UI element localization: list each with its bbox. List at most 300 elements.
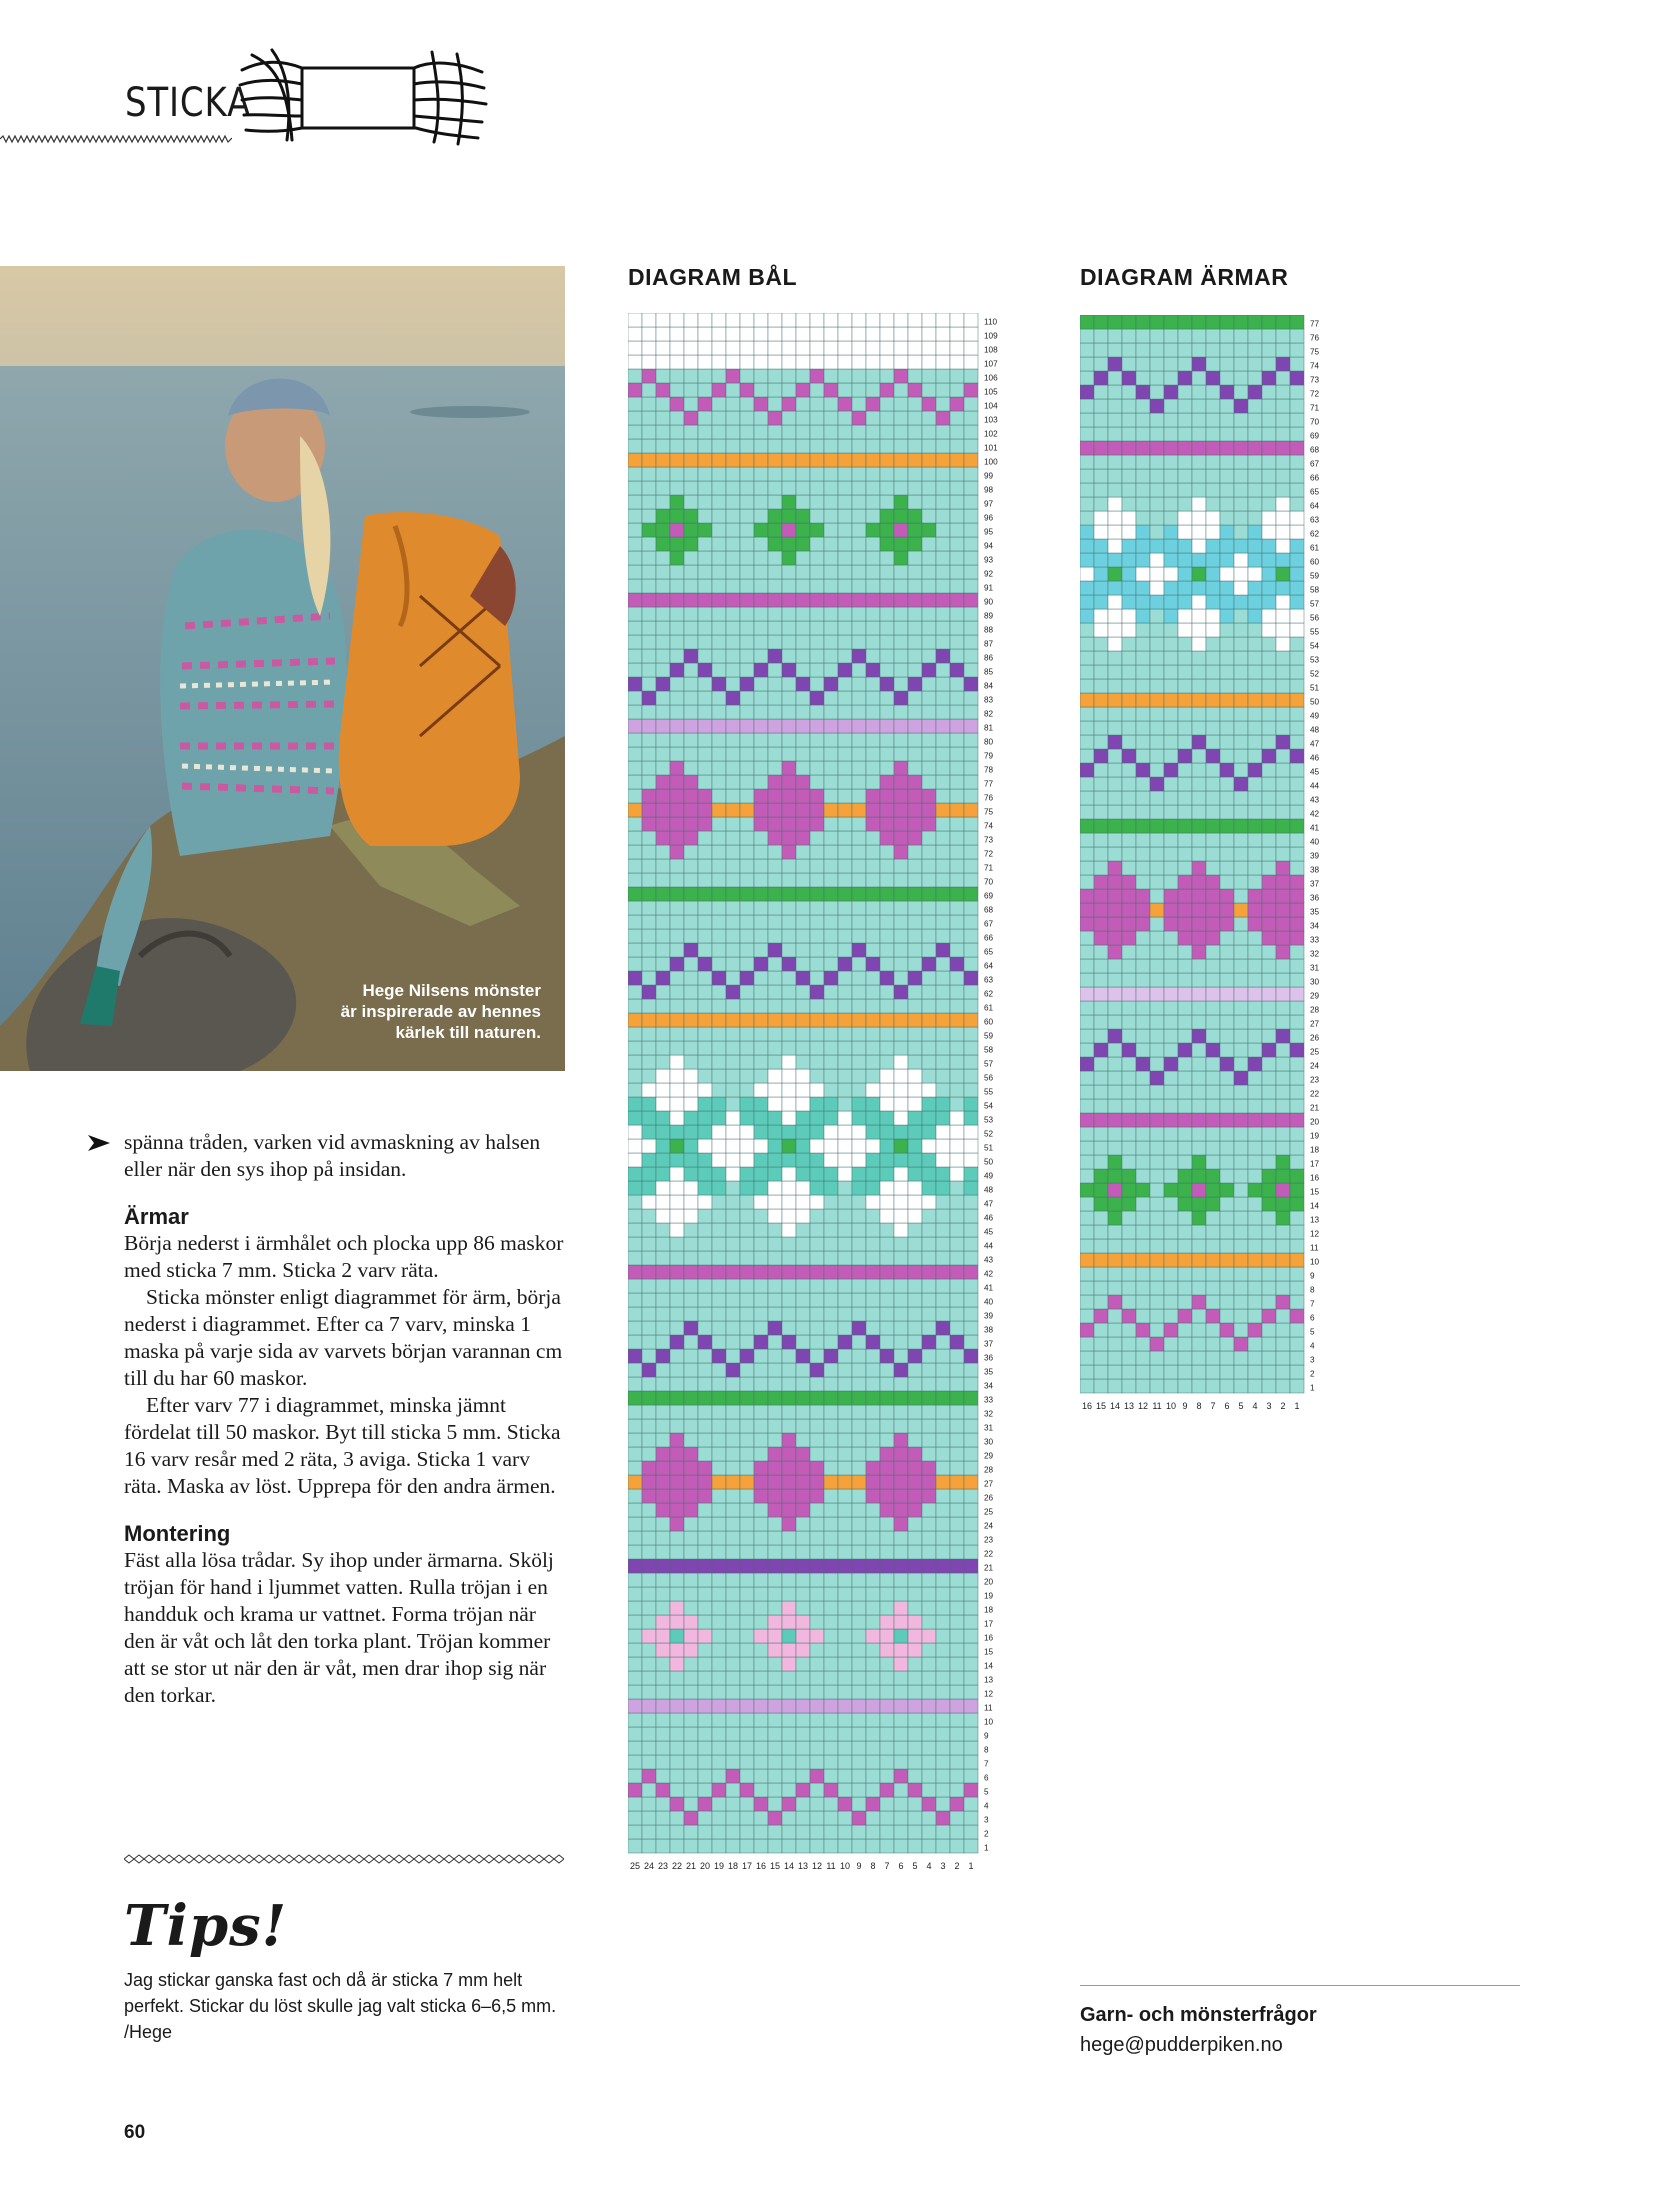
chart-cell <box>782 691 796 705</box>
chart-cell <box>1276 427 1290 441</box>
chart-cell <box>698 1489 712 1503</box>
chart-cell <box>866 831 880 845</box>
chart-cell <box>656 957 670 971</box>
chart-cell <box>866 1783 880 1797</box>
chart-cell <box>712 1489 726 1503</box>
chart-cell <box>796 1027 810 1041</box>
chart-cell <box>950 1167 964 1181</box>
chart-cell <box>852 957 866 971</box>
chart-cell <box>642 887 656 901</box>
chart-cell <box>768 1251 782 1265</box>
chart-cell <box>894 341 908 355</box>
chart-cell <box>1150 1141 1164 1155</box>
chart-cell <box>964 831 978 845</box>
chart-cell <box>1248 1323 1262 1337</box>
chart-cell <box>964 1349 978 1363</box>
chart-cell <box>656 817 670 831</box>
chart-cell <box>726 1685 740 1699</box>
chart-cell <box>908 467 922 481</box>
chart-cell <box>964 1293 978 1307</box>
chart-cell <box>642 1139 656 1153</box>
chart-cell <box>628 1489 642 1503</box>
row-number: 60 <box>984 1017 994 1027</box>
chart-cell <box>810 705 824 719</box>
chart-cell <box>922 1797 936 1811</box>
chart-cell <box>1108 1071 1122 1085</box>
chart-cell <box>1206 315 1220 329</box>
chart-cell <box>1234 903 1248 917</box>
chart-cell <box>1262 1351 1276 1365</box>
chart-cell <box>1178 917 1192 931</box>
chart-cell <box>1164 469 1178 483</box>
chart-cell <box>908 1769 922 1783</box>
chart-cell <box>1178 1337 1192 1351</box>
chart-cell <box>852 1839 866 1853</box>
chart-cell <box>908 1111 922 1125</box>
chart-cell <box>726 1307 740 1321</box>
chart-cell <box>684 929 698 943</box>
chart-cell <box>838 761 852 775</box>
chart-cell <box>1234 1337 1248 1351</box>
chart-cell <box>964 789 978 803</box>
chart-cell <box>852 1419 866 1433</box>
chart-cell <box>1150 1127 1164 1141</box>
chart-cell <box>1122 539 1136 553</box>
chart-cell <box>1234 1239 1248 1253</box>
chart-cell <box>1094 1225 1108 1239</box>
chart-cell <box>1234 889 1248 903</box>
chart-cell <box>908 1615 922 1629</box>
chart-cell <box>670 789 684 803</box>
chart-cell <box>712 831 726 845</box>
chart-cell <box>866 719 880 733</box>
chart-cell <box>852 635 866 649</box>
chart-cell <box>796 551 810 565</box>
chart-cell <box>1108 693 1122 707</box>
chart-cell <box>642 1811 656 1825</box>
chart-cell <box>1150 1225 1164 1239</box>
chart-cell <box>740 523 754 537</box>
chart-cell <box>684 663 698 677</box>
chart-cell <box>768 1013 782 1027</box>
chart-cell <box>894 579 908 593</box>
chart-cell <box>796 929 810 943</box>
chart-cell <box>740 1237 754 1251</box>
chart-cell <box>950 1433 964 1447</box>
chart-cell <box>1178 973 1192 987</box>
chart-cell <box>1108 1379 1122 1393</box>
chart-cell <box>1122 833 1136 847</box>
chart-cell <box>936 1727 950 1741</box>
chart-cell <box>880 1615 894 1629</box>
chart-cell <box>1276 623 1290 637</box>
chart-cell <box>684 607 698 621</box>
chart-cell <box>712 1265 726 1279</box>
chart-cell <box>768 439 782 453</box>
chart-cell <box>964 971 978 985</box>
chart-cell <box>1094 959 1108 973</box>
chart-cell <box>852 1237 866 1251</box>
chart-cell <box>628 1335 642 1349</box>
chart-cell <box>810 1811 824 1825</box>
chart-cell <box>866 509 880 523</box>
chart-cell <box>642 1587 656 1601</box>
chart-cell <box>740 1027 754 1041</box>
chart-cell <box>754 901 768 915</box>
chart-cell <box>936 929 950 943</box>
chart-cell <box>712 1083 726 1097</box>
chart-cell <box>964 1517 978 1531</box>
chart-cell <box>964 1657 978 1671</box>
chart-cell <box>684 1293 698 1307</box>
chart-cell <box>1262 861 1276 875</box>
chart-cell <box>894 1517 908 1531</box>
chart-cell <box>698 1307 712 1321</box>
chart-cell <box>936 873 950 887</box>
chart-cell <box>1150 1281 1164 1295</box>
chart-cell <box>838 999 852 1013</box>
chart-cell <box>1164 413 1178 427</box>
chart-cell <box>782 1769 796 1783</box>
chart-cell <box>768 383 782 397</box>
row-number: 86 <box>984 653 994 663</box>
chart-cell <box>1206 1071 1220 1085</box>
chart-cell <box>1178 1239 1192 1253</box>
photo-caption-line: är inspirerade av hennes <box>340 1002 541 1021</box>
chart-cell <box>1178 777 1192 791</box>
chart-cell <box>1094 1183 1108 1197</box>
chart-cell <box>936 313 950 327</box>
chart-cell <box>768 1279 782 1293</box>
chart-cell <box>1136 483 1150 497</box>
chart-cell <box>740 341 754 355</box>
chart-cell <box>1290 385 1304 399</box>
chart-cell <box>1248 525 1262 539</box>
chart-cell <box>726 859 740 873</box>
chart-cell <box>964 1489 978 1503</box>
row-number: 25 <box>984 1507 994 1517</box>
chart-cell <box>880 943 894 957</box>
chart-cell <box>908 1545 922 1559</box>
chart-cell <box>880 1111 894 1125</box>
chart-cell <box>684 1419 698 1433</box>
chart-cell <box>642 635 656 649</box>
chart-cell <box>1276 1099 1290 1113</box>
chart-cell <box>754 817 768 831</box>
chart-cell <box>782 845 796 859</box>
chart-cell <box>1164 1183 1178 1197</box>
chart-cell <box>894 1279 908 1293</box>
chart-cell <box>894 1419 908 1433</box>
chart-cell <box>880 1685 894 1699</box>
chart-cell <box>740 1153 754 1167</box>
chart-cell <box>670 691 684 705</box>
chart-cell <box>698 607 712 621</box>
chart-cell <box>712 845 726 859</box>
chart-cell <box>810 1825 824 1839</box>
chart-cell <box>838 1699 852 1713</box>
chart-cell <box>1206 1141 1220 1155</box>
chart-cell <box>838 439 852 453</box>
chart-cell <box>894 1489 908 1503</box>
chart-cell <box>712 579 726 593</box>
chart-cell <box>726 1699 740 1713</box>
chart-cell <box>796 537 810 551</box>
chart-cell <box>922 929 936 943</box>
chart-cell <box>838 1097 852 1111</box>
chart-cell <box>1094 763 1108 777</box>
chart-cell <box>1136 1295 1150 1309</box>
chart-cell <box>768 719 782 733</box>
chart-cell <box>950 1013 964 1027</box>
chart-cell <box>866 537 880 551</box>
chart-cell <box>1262 1197 1276 1211</box>
chart-cell <box>768 1349 782 1363</box>
chart-cell <box>1122 959 1136 973</box>
chart-cell <box>1276 693 1290 707</box>
chart-cell <box>796 1825 810 1839</box>
chart-cell <box>642 1615 656 1629</box>
chart-cell <box>754 1111 768 1125</box>
chart-cell <box>880 831 894 845</box>
chart-cell <box>684 1349 698 1363</box>
chart-cell <box>726 943 740 957</box>
chart-cell <box>838 1139 852 1153</box>
chart-cell <box>908 495 922 509</box>
chart-cell <box>824 1587 838 1601</box>
chart-cell <box>1262 693 1276 707</box>
chart-cell <box>838 747 852 761</box>
chart-cell <box>1164 693 1178 707</box>
chart-cell <box>628 425 642 439</box>
chart-cell <box>1290 931 1304 945</box>
chart-cell <box>908 747 922 761</box>
chart-cell <box>852 1503 866 1517</box>
chart-cell <box>670 425 684 439</box>
chart-cell <box>1150 931 1164 945</box>
chart-cell <box>1150 1183 1164 1197</box>
chart-cell <box>768 1783 782 1797</box>
chart-cell <box>698 579 712 593</box>
chart-cell <box>824 1377 838 1391</box>
chart-cell <box>1080 1197 1094 1211</box>
chart-cell <box>1276 749 1290 763</box>
chart-cell <box>670 1741 684 1755</box>
chart-cell <box>796 1377 810 1391</box>
chart-cell <box>642 761 656 775</box>
row-number: 88 <box>984 625 994 635</box>
chart-cell <box>796 1727 810 1741</box>
chart-cell <box>936 1363 950 1377</box>
chart-cell <box>838 1027 852 1041</box>
chart-cell <box>642 579 656 593</box>
chart-cell <box>796 1839 810 1853</box>
chart-cell <box>894 1657 908 1671</box>
chart-cell <box>1206 707 1220 721</box>
chart-cell <box>922 1223 936 1237</box>
chart-cell <box>1234 595 1248 609</box>
chart-cell <box>866 481 880 495</box>
chart-cell <box>1220 973 1234 987</box>
chart-cell <box>1178 385 1192 399</box>
chart-cell <box>894 1503 908 1517</box>
chart-cell <box>740 775 754 789</box>
chart-cell <box>838 635 852 649</box>
chart-cell <box>964 551 978 565</box>
chart-cell <box>796 677 810 691</box>
chart-cell <box>1248 847 1262 861</box>
chart-cell <box>950 1531 964 1545</box>
chart-cell <box>1122 819 1136 833</box>
chart-cell <box>936 1265 950 1279</box>
chart-cell <box>1290 525 1304 539</box>
chart-cell <box>1234 511 1248 525</box>
chart-cell <box>1206 791 1220 805</box>
chart-cell <box>1094 1155 1108 1169</box>
chart-cell <box>1164 665 1178 679</box>
chart-cell <box>964 1069 978 1083</box>
chart-cell <box>726 733 740 747</box>
chart-cell <box>866 1489 880 1503</box>
chart-cell <box>796 1237 810 1251</box>
chart-cell <box>1206 777 1220 791</box>
chart-cell <box>908 817 922 831</box>
chart-cell <box>824 1363 838 1377</box>
chart-cell <box>782 1671 796 1685</box>
chart-cell <box>642 1573 656 1587</box>
chart-cell <box>880 369 894 383</box>
chart-cell <box>866 1839 880 1853</box>
chart-cell <box>922 1657 936 1671</box>
chart-cell <box>782 1559 796 1573</box>
chart-cell <box>712 1363 726 1377</box>
chart-cell <box>740 1013 754 1027</box>
chart-cell <box>810 1447 824 1461</box>
chart-cell <box>1094 329 1108 343</box>
chart-cell <box>908 789 922 803</box>
chart-cell <box>1248 1379 1262 1393</box>
chart-cell <box>1234 1099 1248 1113</box>
chart-cell <box>1206 455 1220 469</box>
chart-cell <box>670 411 684 425</box>
chart-cell <box>894 607 908 621</box>
chart-cell <box>1234 651 1248 665</box>
chart-cell <box>754 1839 768 1853</box>
chart-cell <box>1094 819 1108 833</box>
chart-cell <box>824 1405 838 1419</box>
chart-cell <box>698 1069 712 1083</box>
chart-cell <box>628 663 642 677</box>
chart-cell <box>1206 1183 1220 1197</box>
chart-cell <box>866 1741 880 1755</box>
chart-cell <box>1136 721 1150 735</box>
chart-cell <box>754 985 768 999</box>
chart-cell <box>726 579 740 593</box>
chart-cell <box>922 1433 936 1447</box>
chart-cell <box>712 1055 726 1069</box>
chart-cell <box>1290 581 1304 595</box>
chart-cell <box>712 1741 726 1755</box>
chart-cell <box>740 1265 754 1279</box>
chart-cell <box>1178 665 1192 679</box>
chart-cell <box>922 831 936 845</box>
row-number: 62 <box>1310 529 1320 539</box>
chart-cell <box>936 341 950 355</box>
chart-cell <box>782 341 796 355</box>
chart-cell <box>1094 847 1108 861</box>
chart-cell <box>894 1391 908 1405</box>
chart-cell <box>670 1027 684 1041</box>
chart-cell <box>1164 343 1178 357</box>
chart-cell <box>838 775 852 789</box>
chart-cell <box>1122 1323 1136 1337</box>
chart-cell <box>1290 777 1304 791</box>
chart-cell <box>740 761 754 775</box>
chart-cell <box>852 565 866 579</box>
chart-cell <box>1220 1155 1234 1169</box>
chart-cell <box>922 1097 936 1111</box>
chart-cell <box>1108 371 1122 385</box>
chart-cell <box>866 705 880 719</box>
chart-cell <box>628 313 642 327</box>
chart-cell <box>684 1447 698 1461</box>
chart-cell <box>1178 1057 1192 1071</box>
chart-cell <box>1178 819 1192 833</box>
chart-cell <box>796 887 810 901</box>
chart-cell <box>1108 1337 1122 1351</box>
chart-cell <box>1248 497 1262 511</box>
chart-cell <box>852 1251 866 1265</box>
chart-cell <box>824 1825 838 1839</box>
chart-cell <box>782 1363 796 1377</box>
chart-cell <box>656 705 670 719</box>
contact-email-link[interactable]: hege@pudderpiken.no <box>1080 2034 1283 2056</box>
chart-cell <box>1094 833 1108 847</box>
chart-cell <box>670 1237 684 1251</box>
chart-cell <box>684 1797 698 1811</box>
chart-cell <box>726 1111 740 1125</box>
chart-cell <box>950 1503 964 1517</box>
chart-cell <box>1220 315 1234 329</box>
chart-cell <box>726 999 740 1013</box>
chart-cell <box>1108 1351 1122 1365</box>
chart-cell <box>1290 1169 1304 1183</box>
chart-cell <box>1164 399 1178 413</box>
chart-cell <box>880 509 894 523</box>
chart-cell <box>726 747 740 761</box>
chart-cell <box>1290 553 1304 567</box>
chart-cell <box>1248 1085 1262 1099</box>
chart-cell <box>838 397 852 411</box>
chart-cell <box>1262 1379 1276 1393</box>
row-number: 14 <box>984 1661 994 1671</box>
chart-cell <box>1234 1225 1248 1239</box>
chart-cell <box>656 649 670 663</box>
row-number: 19 <box>1310 1131 1320 1141</box>
chart-cell <box>684 565 698 579</box>
chart-cell <box>740 551 754 565</box>
chart-cell <box>768 887 782 901</box>
chart-cell <box>1262 651 1276 665</box>
chart-cell <box>712 999 726 1013</box>
chart-cell <box>1220 1281 1234 1295</box>
chart-cell <box>740 957 754 971</box>
chart-cell <box>628 1349 642 1363</box>
row-number: 53 <box>1310 655 1320 665</box>
chart-cell <box>698 957 712 971</box>
chart-cell <box>894 915 908 929</box>
chart-cell <box>1080 1309 1094 1323</box>
